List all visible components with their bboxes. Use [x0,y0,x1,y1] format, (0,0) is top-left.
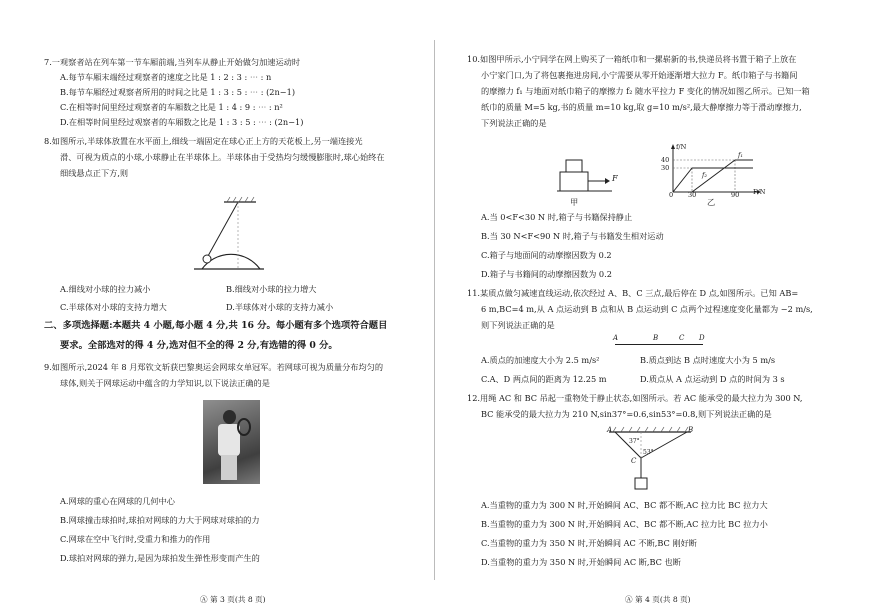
q12-option-d: D.当重物的重力为 350 N 时,开始瞬间 AC 断,BC 也断 [481,557,681,567]
q11-point-c: C [679,334,685,342]
q11-track-line [615,344,703,345]
q7-option-a: A.每节车厢末端经过观察者的速度之比是 1 : 2 : 3 : ⋯ : n [60,72,272,82]
q10-option-c: C.箱子与地面间的动摩擦因数为 0.2 [481,250,612,260]
page-footer-3: Ⓐ 第 3 页(共 8 页) [200,595,266,604]
q11-option-d: D.质点从 A 点运动到 D 点的时间为 3 s [640,374,785,384]
q11-stem-line3: 则下列说法正确的是 [481,320,555,330]
q8-option-c: C.半球体对小球的支持力增大 [60,302,167,312]
graph-xlabel: F/N [753,188,766,196]
q8-hemisphere-figure [190,196,265,276]
q11-point-a: A [613,334,619,342]
q10-stem-line4: 纸巾的质量 M=5 kg,书的质量 m=10 kg,取 g=10 m/s²,最大静摩擦力等于滑动摩擦力, [481,102,802,112]
q10-fig-yi-label: 乙 [707,197,716,207]
q12-point-c: C [631,457,637,465]
q7-stem: 7.一观察者站在列车第一节车厢前端,当列车从静止开始做匀加速运动时 [44,57,301,67]
q12-angle-37: 37° [629,438,640,445]
q10-stem-line1: 10.如图甲所示,小宁同学在网上购买了一箱纸巾和一摞崭新的书,快递员将书置于箱子上放在 [467,54,797,64]
q9-stem-line1: 9.如图所示,2024 年 8 月郑钦文斩获巴黎奥运会网球女单冠军。若网球可视为质量分布均匀的 [44,362,384,372]
q10-stem-line5: 下列说法正确的是 [481,118,547,128]
q11-point-b: B [653,334,659,342]
graph-ytick-40: 40 [661,156,670,164]
q9-stem-line2: 球体,则关于网球运动中蕴含的力学知识,以下说法正确的是 [60,378,270,388]
q9-option-b: B.网球撞击球拍时,球拍对网球的力大于网球对球拍的力 [60,515,260,525]
q8-stem-line2: 滑、可视为质点的小球,小球静止在半球体上。半球体由于受热均匀缓慢膨胀时,球心始终在 [60,152,385,162]
graph-ytick-30: 30 [661,164,670,172]
page-4 [435,0,870,615]
q7-option-d: D.在相等时间里经过观察者的车厢数之比是 1 : 3 : 5 : ⋯ : (2n−1) [60,117,304,127]
q8-option-d: D.半球体对小球的支持力减小 [226,302,334,312]
q9-option-d: D.球拍对网球的弹力,是因为球拍发生弹性形变而产生的 [60,553,260,563]
q8-stem-line3: 细线悬点正下方,则 [60,168,129,178]
q10-option-d: D.箱子与书籍间的动摩擦因数为 0.2 [481,269,612,279]
q12-angle-53: 53° [643,449,654,456]
q12-rope-figure [605,426,695,496]
graph-xtick-0: 0 [669,191,674,199]
q11-stem-line2: 6 m,BC=4 m,从 A 点运动到 B 点和从 B 点运动到 C 点两个过程速度变化量都为 −2 m/s, [481,304,813,314]
q10-option-a: A.当 0<F<30 N 时,箱子与书籍保持静止 [481,212,633,222]
q7-option-b: B.每节车厢经过观察者所用的时间之比是 1 : 3 : 5 : ⋯ : (2n−1) [60,87,296,97]
q12-point-a: A [607,426,613,434]
page-footer-4: Ⓐ 第 4 页(共 8 页) [625,595,691,604]
graph-ylabel: f/N [676,143,687,151]
q11-option-a: A.质点的加速度大小为 2.5 m/s² [481,355,600,365]
section-heading-line1: 二、多项选择题:本题共 4 小题,每小题 4 分,共 16 分。每小题有多个选项符合题目 [44,320,388,331]
graph-xtick-90: 90 [731,191,740,199]
q11-option-b: B.质点到达 B 点时速度大小为 5 m/s [640,355,776,365]
q8-option-a: A.细线对小球的拉力减小 [60,284,151,294]
q12-point-b: B [688,426,694,434]
q12-option-b: B.当重物的重力为 300 N 时,开始瞬间 AC、BC 都不断,AC 拉力比 BC 拉力小 [481,519,768,529]
q7-option-c: C.在相等时间里经过观察者的车厢数之比是 1 : 4 : 9 : ⋯ : n² [60,102,283,112]
q8-stem-line1: 8.如图所示,半球体放置在水平面上,细线一端固定在球心正上方的天花板上,另一端连接光 [44,136,363,146]
q8-option-b: B.细线对小球的拉力增大 [226,284,317,294]
graph-f1-label: f₁ [738,151,744,159]
q12-option-a: A.当重物的重力为 300 N 时,开始瞬间 AC、BC 都不断,AC 拉力比 BC 拉力大 [481,500,768,510]
tennis-player-photo [203,400,260,484]
q9-option-a: A.网球的重心在网球的几何中心 [60,496,175,506]
q12-option-c: C.当重物的重力为 350 N 时,开始瞬间 AC 不断,BC 刚好断 [481,538,697,548]
q10-force-label: F [612,173,618,183]
graph-f2-label: f₂ [702,171,708,179]
q11-stem-line1: 11.某质点做匀减速直线运动,依次经过 A、B、C 三点,最后停在 D 点,如图所示。已知 AB= [467,288,799,298]
q12-stem-line2: BC 能承受的最大拉力为 210 N,sin37°=0.6,sin53°=0.8,则下列说法正确的是 [481,409,772,419]
q12-stem-line1: 12.用绳 AC 和 BC 吊起一重物处于静止状态,如图所示。若 AC 能承受的最大拉力为 300 N, [467,393,803,403]
graph-xtick-30: 30 [688,191,697,199]
q11-option-c: C.A、D 两点间的距离为 12.25 m [481,374,607,384]
q9-option-c: C.网球在空中飞行时,受重力和推力的作用 [60,534,211,544]
q10-option-b: B.当 30 N<F<90 N 时,箱子与书籍发生相对运动 [481,231,664,241]
q10-stem-line2: 小宁家门口,为了将包裹拖进房间,小宁需要从零开始逐渐增大拉力 F。纸巾箱子与书籍间 [481,70,798,80]
section-heading-line2: 要求。全部选对的得 4 分,选对但不全的得 2 分,有选错的得 0 分。 [60,340,338,351]
q10-fig-jia-label: 甲 [570,197,579,207]
q10-stem-line3: 的摩擦力 f₁ 与地面对纸巾箱子的摩擦力 f₂ 随水平拉力 F 变化的情况如图乙所示。已知一箱 [481,86,810,96]
q11-point-d: D [699,334,705,342]
